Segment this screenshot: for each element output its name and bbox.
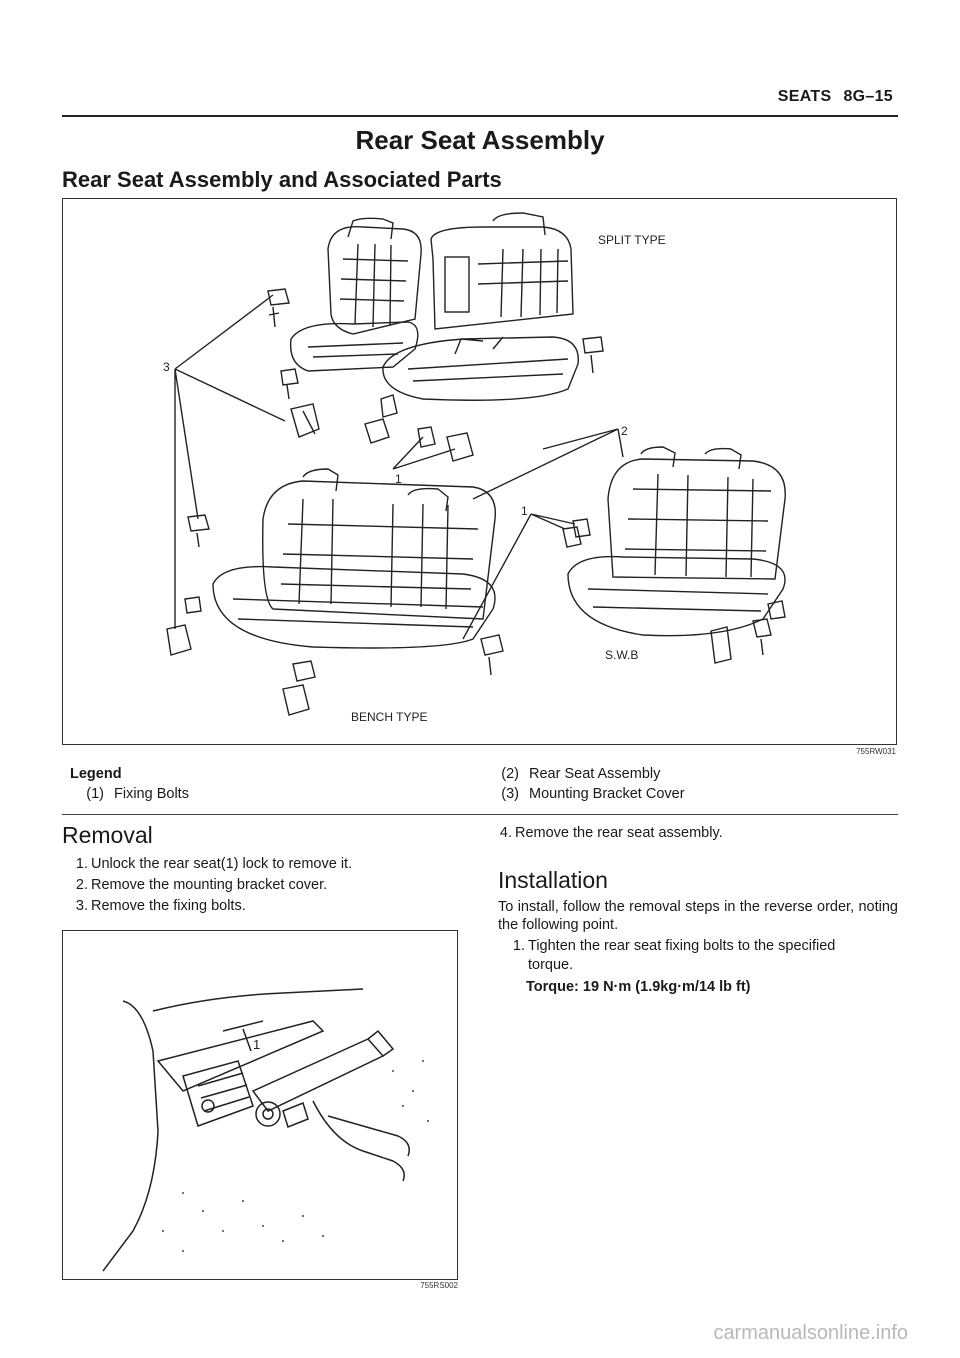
installation-heading — [498, 867, 608, 894]
torque-spec: Torque: 19 N·m (1.9kg·m/14 lb ft) — [526, 979, 751, 995]
running-header — [0, 88, 893, 106]
removal-steps — [62, 854, 462, 917]
installation-heading-text: Installation — [498, 867, 608, 893]
legend-item-text: Fixing Bolts — [114, 786, 189, 802]
callout-2: 2 — [621, 424, 628, 438]
removal-step — [62, 854, 462, 875]
bolt-removal-illustration — [63, 931, 457, 1279]
removal-step — [62, 896, 462, 917]
step-number: 1. — [75, 856, 88, 872]
legend-item-number: (3) — [501, 786, 519, 802]
legend-item-number: (2) — [501, 766, 519, 782]
legend-item-text: Mounting Bracket Cover — [529, 786, 685, 802]
page-title: Rear Seat Assembly — [355, 125, 605, 155]
legend-item — [473, 766, 660, 782]
removal-heading-text: Removal — [62, 822, 153, 848]
swb-label: S.W.B — [605, 648, 639, 662]
step-text-line1: Tighten the rear seat fixing bolts to the specified — [528, 938, 836, 954]
step-text: Unlock the rear seat(1) lock to remove it. — [91, 856, 353, 872]
step-number: 3. — [75, 898, 88, 914]
removal-heading — [62, 822, 153, 849]
split-type-label: SPLIT TYPE — [598, 233, 666, 247]
legend-rule — [62, 814, 898, 815]
legend-item-number: (1) — [86, 786, 104, 802]
legend-title: Legend — [70, 766, 122, 782]
legend-item — [58, 786, 189, 802]
step-text: Remove the rear seat assembly. — [515, 825, 723, 841]
figure1-id: 755RW031 — [856, 747, 896, 756]
step-text: Remove the fixing bolts. — [91, 898, 246, 914]
header-section: SEATS — [777, 88, 832, 105]
figure2-callout-1: 1 — [253, 1037, 261, 1052]
step-number: 1. — [512, 938, 525, 954]
step-number: 4. — [499, 825, 512, 841]
header-rule — [62, 115, 898, 117]
legend-item — [473, 786, 685, 802]
callout-3: 3 — [163, 360, 170, 374]
step-text-line2: torque. — [528, 957, 574, 973]
figure2-id: 755RS002 — [420, 1281, 458, 1290]
callout-1-split: 1 — [395, 472, 402, 486]
installation-intro: To install, follow the removal steps in the reverse order, noting the following point. — [498, 899, 898, 933]
legend-item-text: Rear Seat Assembly — [529, 766, 661, 782]
seat-assembly-illustration — [63, 199, 896, 744]
step-text: Remove the mounting bracket cover. — [91, 877, 328, 893]
bolt-removal-figure — [62, 930, 458, 1280]
page-subtitle: Rear Seat Assembly and Associated Parts — [62, 167, 502, 192]
removal-step — [486, 823, 896, 844]
installation-step — [500, 937, 898, 975]
header-page-number: 8G–15 — [843, 88, 893, 105]
callout-1-swb: 1 — [521, 504, 528, 518]
watermark: carmanualsonline.info — [713, 1322, 908, 1344]
removal-step — [62, 875, 462, 896]
step-number: 2. — [75, 877, 88, 893]
bench-type-label: BENCH TYPE — [351, 710, 428, 724]
seat-assembly-figure — [62, 198, 897, 745]
